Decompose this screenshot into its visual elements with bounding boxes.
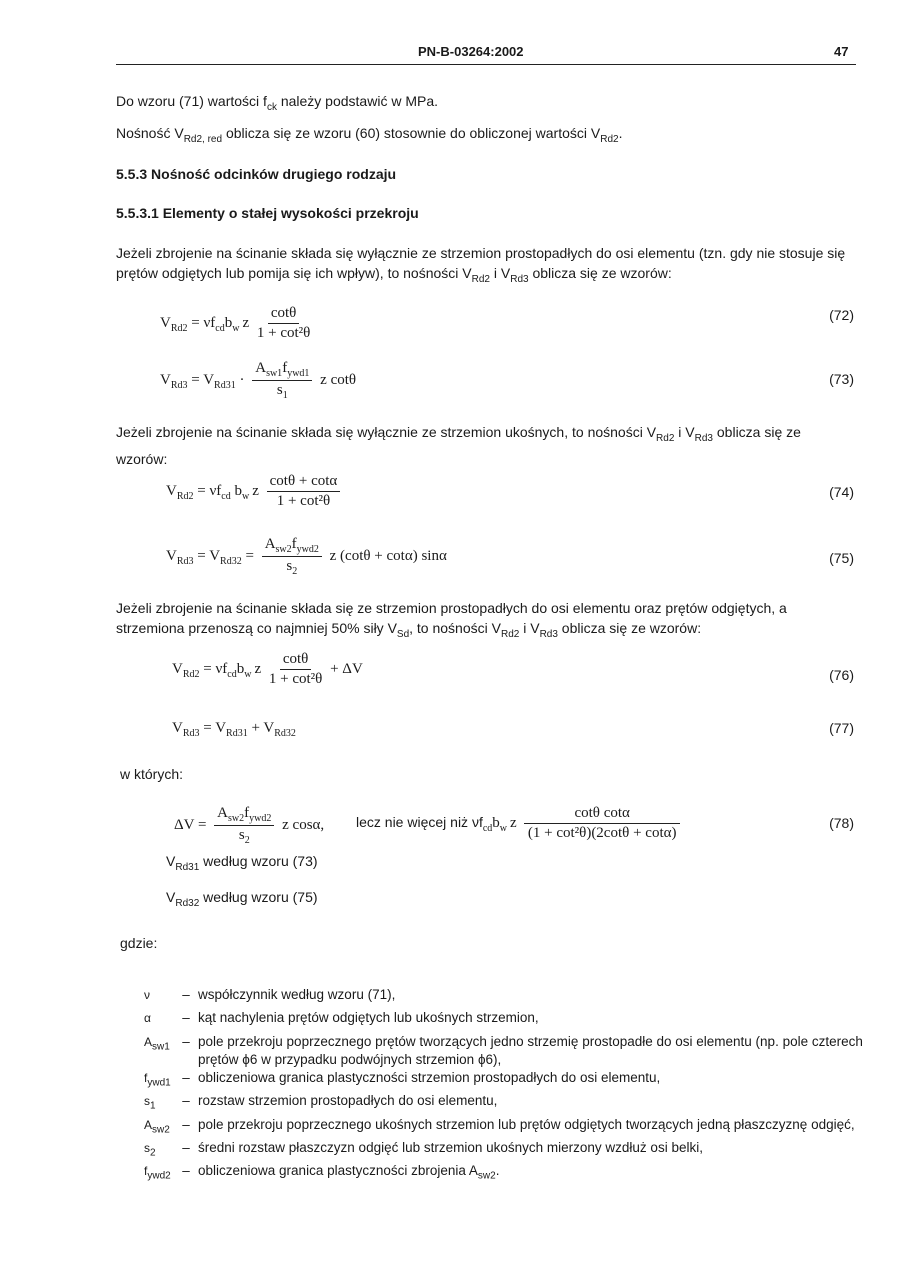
numerator (262, 536, 322, 557)
equation-number-77: (77) (829, 720, 854, 736)
subscript: Rd3 (170, 379, 188, 391)
dash: – (182, 1033, 190, 1049)
definition-symbol (144, 1139, 174, 1162)
definition-item (144, 1162, 864, 1186)
text: Do wzoru (71) wartości f (116, 93, 267, 109)
header-rule (116, 64, 856, 65)
subscript: Rd31 (175, 861, 200, 873)
symbol: z (cotθ + cotα) sinα (325, 547, 447, 564)
definition-item (144, 1116, 864, 1139)
denominator: 1 + cot²θ (256, 325, 311, 341)
symbol: = νf (187, 314, 216, 331)
denominator: (1 + cot²θ)(2cotθ + cotα) (527, 825, 677, 841)
definition-text: kąt nachylenia prętów odgiętych lub ukośnych strzemion, (198, 1010, 539, 1026)
subscript: sw2 (152, 1123, 170, 1135)
subscript: Rd2 (471, 273, 490, 285)
where-label: w których: (120, 766, 184, 782)
text: należy podstawić w MPa. (276, 93, 439, 109)
equation-number-72: (72) (829, 307, 854, 323)
numerator: cotθ (280, 651, 312, 670)
symbol: s (276, 382, 283, 398)
symbol: = V (199, 720, 227, 736)
subscript: sw2 (275, 544, 292, 555)
subscript: Rd2 (182, 668, 200, 680)
paragraph-mixed-reinforcement (116, 598, 856, 645)
symbol: z (242, 314, 250, 331)
denominator (286, 557, 297, 577)
subscript: Rd2, red (183, 133, 223, 145)
numerator: cotθ + cotα (267, 473, 341, 492)
page-header-title: PN-B-03264:2002 (418, 44, 524, 59)
text: . (495, 1163, 500, 1179)
symbol: A (217, 805, 229, 821)
subscript: Rd2 (600, 133, 619, 145)
definition-item (144, 1139, 864, 1162)
subscript: Rd2 (170, 322, 188, 334)
text: i V (489, 265, 511, 281)
symbol: z (254, 660, 262, 677)
subscript: sw1 (266, 368, 283, 379)
text: obliczeniowa granica plastyczności zbrojenia A (198, 1163, 478, 1179)
subscript: 2 (244, 835, 250, 846)
dash: – (182, 1116, 190, 1132)
subscript: w (241, 490, 250, 502)
dash: – (182, 1139, 190, 1155)
definition-text: rozstaw strzemion prostopadłych do osi elementu, (198, 1093, 498, 1109)
dash: – (182, 1069, 190, 1085)
symbol: f (144, 1164, 148, 1179)
fraction (257, 305, 310, 342)
text: oblicza się ze wzorów: (557, 620, 702, 636)
text: , to nośności V (409, 620, 501, 636)
symbol: s (238, 827, 245, 843)
text: Jeżeli zbrojenie na ścinanie składa się ze strzemion prostopadłych do osi elementu oraz prętów odgiętych, a strzemiona przenoszą co najmniej 50% siły V (116, 600, 787, 636)
definition-text: współczynnik według wzoru (71), (198, 987, 396, 1002)
subscript: Rd3 (510, 273, 529, 285)
text: i V (519, 620, 540, 636)
fraction (262, 536, 322, 577)
symbol: = V (193, 547, 221, 564)
paragraph-inclined-stirrups (116, 422, 856, 469)
equation-75 (166, 536, 447, 577)
text: Jeżeli zbrojenie na ścinanie składa się wyłącznie ze strzemion ukośnych, to nośności V (116, 424, 657, 440)
symbol: z (252, 482, 259, 499)
symbol: = (241, 547, 258, 564)
symbol-definitions (144, 986, 864, 1186)
fraction (214, 805, 274, 846)
paragraph-units (116, 91, 856, 118)
equation-72 (160, 305, 314, 342)
symbol: = V (187, 371, 215, 388)
subscript: ywd1 (147, 1077, 171, 1089)
symbol: V (172, 720, 183, 736)
numerator (214, 805, 274, 826)
symbol: + V (247, 720, 275, 736)
equation-77 (172, 720, 296, 739)
definition-item (144, 986, 864, 1009)
text: i V (674, 424, 695, 440)
symbol: lecz nie więcej niż νf (356, 813, 483, 830)
definition-text: pole przekroju poprzecznego prętów tworzących jedno strzemię prostopadłe do osi elementu (np. pole czterech prętów ϕ6 w przypadku podwójnych strzemion ϕ6), (198, 1033, 863, 1067)
symbol: f (144, 1070, 148, 1085)
definition-symbol (144, 1162, 174, 1186)
numerator: cotθ cotα (524, 805, 679, 824)
symbol: A (255, 360, 267, 376)
subscript: sw2 (477, 1171, 496, 1183)
paragraph-vrd2-red (116, 123, 856, 150)
symbol: b (230, 482, 242, 499)
symbol: b (236, 660, 245, 677)
subscript: ywd2 (147, 1170, 171, 1182)
denominator (277, 381, 288, 401)
dash: – (182, 1093, 190, 1109)
subscript: cd (221, 490, 231, 502)
subscript: cd (215, 322, 225, 334)
subscript: w (244, 668, 252, 680)
symbol: s (144, 1094, 150, 1109)
definition-symbol (144, 1116, 174, 1139)
symbol: b (224, 314, 233, 331)
fraction (269, 651, 322, 688)
symbol: z cosα, (278, 816, 325, 833)
symbol: f (291, 536, 297, 552)
subscript: Rd32 (274, 728, 296, 739)
symbol: z (510, 814, 517, 831)
definition-symbol (144, 1009, 174, 1032)
dash: – (182, 987, 190, 1002)
subscript: ywd2 (296, 544, 319, 555)
subscript: 1 (150, 1100, 156, 1112)
subscript: cd (227, 668, 237, 680)
vrd32-reference (166, 889, 318, 909)
subscript: sw1 (152, 1041, 170, 1053)
subscript: 1 (282, 390, 288, 401)
definition-item (144, 1033, 864, 1069)
subscript: w (232, 322, 240, 334)
text: oblicza się ze wzoru (60) stosownie do obliczonej wartości V (222, 125, 601, 141)
subscript: cd (482, 822, 493, 834)
fraction (267, 473, 341, 510)
symbol: V (160, 371, 171, 388)
subscript: Rd32 (220, 555, 242, 567)
symbol: f (244, 805, 250, 821)
symbol: · (235, 371, 249, 388)
definition-symbol (144, 1069, 174, 1092)
gdzie-label: gdzie: (120, 935, 158, 951)
text: . (618, 125, 623, 141)
subscript: ywd2 (249, 813, 272, 824)
denominator: 1 + cot²θ (268, 671, 323, 687)
subscript: Rd3 (539, 628, 558, 640)
equation-73 (160, 360, 356, 401)
equation-number-75: (75) (829, 550, 854, 566)
subscript: 2 (150, 1147, 156, 1159)
symbol: V (166, 889, 176, 905)
subscript: Rd3 (694, 432, 713, 444)
definition-text: średni rozstaw płaszczyzn odgięć lub strzemion ukośnych mierzony wzdłuż osi belki, (198, 1139, 703, 1155)
subscript: Rd31 (214, 379, 236, 391)
equation-74 (166, 473, 344, 510)
definition-item (144, 1069, 864, 1092)
paragraph-perpendicular-stirrups (116, 243, 856, 290)
section-heading-5531: 5.5.3.1 Elementy o stałej wysokości przekroju (116, 205, 419, 221)
subscript: 2 (292, 566, 298, 577)
equation-76 (172, 651, 363, 688)
definition-symbol (144, 986, 174, 1009)
definition-symbol (144, 1033, 174, 1069)
text: oblicza się ze wzorów: (116, 424, 801, 467)
subscript: Rd3 (182, 728, 200, 739)
symbol: V (166, 482, 177, 499)
symbol: z cotθ (316, 371, 357, 388)
subscript: ck (266, 101, 277, 113)
symbol: s (286, 558, 293, 574)
subscript: Rd31 (226, 728, 248, 739)
page-number: 47 (834, 44, 849, 59)
subscript: Sd (396, 628, 410, 640)
subscript: sw2 (228, 813, 245, 824)
symbol: A (264, 536, 276, 552)
subscript: Rd32 (175, 897, 200, 909)
equation-number-78: (78) (829, 815, 854, 831)
symbol: + ΔV (326, 660, 363, 677)
subscript: Rd2 (176, 490, 194, 502)
equation-number-73: (73) (829, 371, 854, 387)
subscript: Rd3 (176, 555, 194, 567)
equation-78-limit (356, 805, 684, 842)
equation-number-74: (74) (829, 484, 854, 500)
fraction (524, 805, 679, 842)
numerator: cotθ (268, 305, 300, 324)
symbol: b (492, 814, 500, 831)
dash: – (182, 1163, 190, 1179)
denominator: 1 + cot²θ (276, 493, 331, 509)
text: według wzoru (73) (199, 853, 318, 869)
definition-item (144, 1009, 864, 1032)
symbol: s (144, 1140, 150, 1155)
dash: – (182, 1010, 190, 1026)
symbol: = νf (193, 482, 222, 499)
denominator (239, 826, 250, 846)
subscript: w (499, 822, 508, 834)
symbol: ν (144, 988, 150, 1002)
text: Nośność V (116, 125, 184, 141)
numerator (252, 360, 312, 381)
symbol: ΔV = (174, 816, 211, 833)
definition-text: obliczeniowa granica plastyczności strzemion prostopadłych do osi elementu, (198, 1069, 661, 1085)
symbol: V (166, 853, 176, 869)
subscript: Rd2 (656, 432, 675, 444)
definition-item (144, 1092, 864, 1115)
symbol: A (144, 1034, 153, 1049)
section-heading-553: 5.5.3 Nośność odcinków drugiego rodzaju (116, 166, 397, 182)
symbol: f (282, 360, 288, 376)
subscript: Rd2 (500, 628, 520, 640)
symbol: V (160, 314, 171, 331)
definition-text: pole przekroju poprzecznego ukośnych strzemion lub prętów odgiętych tworzących jedną płaszczyznę odgięć, (198, 1116, 855, 1132)
equation-number-76: (76) (829, 667, 854, 683)
symbol: V (172, 660, 183, 677)
text: oblicza się ze wzorów: (528, 265, 672, 281)
definition-text (198, 1162, 864, 1186)
fraction (252, 360, 312, 401)
text: według wzoru (75) (199, 889, 318, 905)
symbol: V (166, 547, 177, 564)
vrd31-reference (166, 853, 318, 873)
text: Jeżeli zbrojenie na ścinanie składa się wyłącznie ze strzemion prostopadłych do osi elementu (tzn. gdy nie stosuje się prętów odgiętych lub pomija się ich wpływ), to nośności V (116, 245, 846, 281)
symbol: A (144, 1117, 153, 1132)
definition-symbol (144, 1092, 174, 1115)
symbol: α (144, 1011, 151, 1026)
subscript: ywd1 (287, 368, 310, 379)
symbol: = νf (199, 660, 228, 677)
equation-78 (174, 805, 324, 846)
